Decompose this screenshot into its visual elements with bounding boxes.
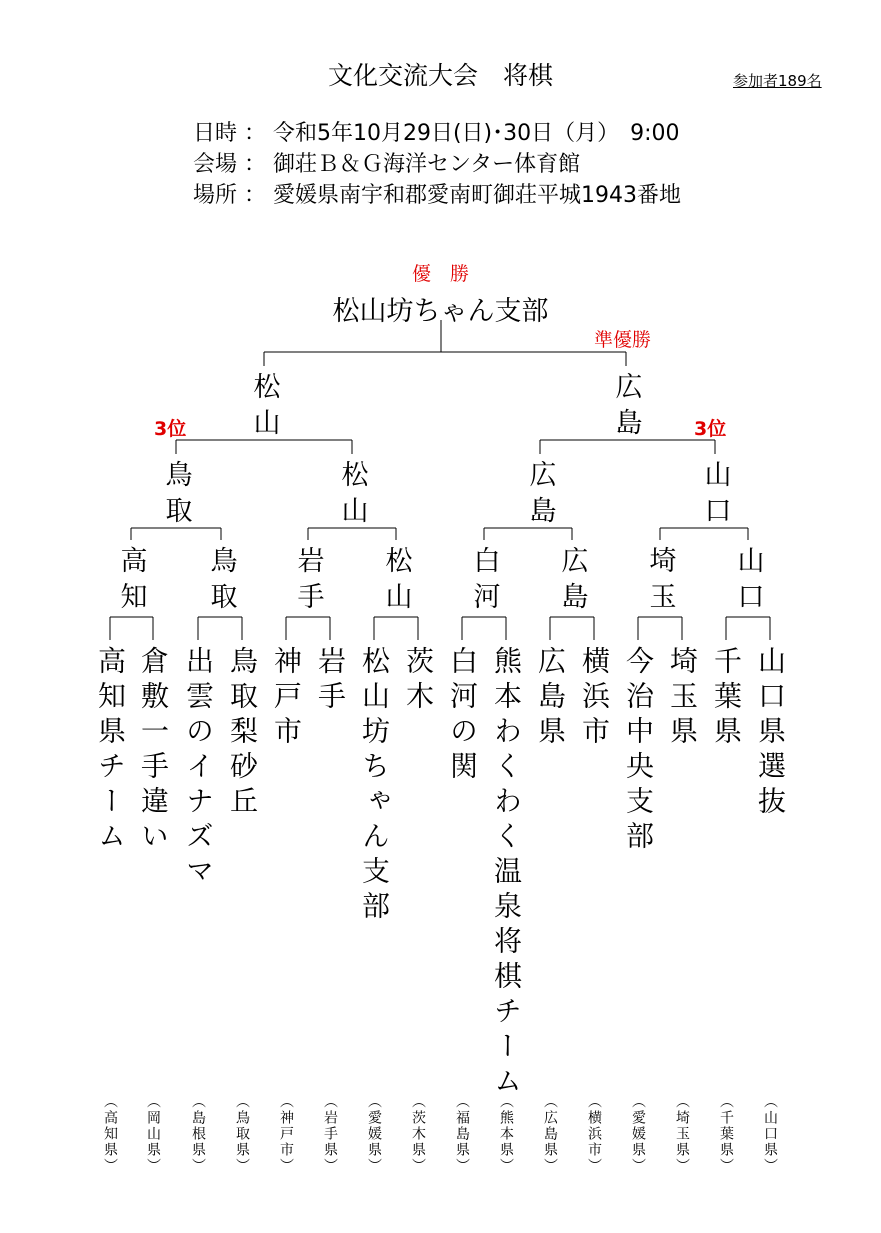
team-8-prefecture: （茨木県） (410, 1094, 426, 1174)
team-14-prefecture: （埼玉県） (674, 1094, 690, 1174)
team-3: 出雲のイナズマ (182, 646, 215, 891)
team-4: 鳥取梨砂丘 (226, 646, 259, 821)
team-2: 倉敷一手違い (137, 646, 170, 856)
info-venue: 会場 ： 御荘Ｂ＆Ｇ海洋センター体育館 (193, 152, 581, 177)
team-5: 神戸市 (270, 646, 303, 751)
team-14: 埼玉県 (666, 646, 699, 751)
team-8: 茨木 (402, 646, 435, 716)
team-15-prefecture: （千葉県） (718, 1094, 734, 1174)
team-10-prefecture: （熊本県） (498, 1094, 514, 1174)
team-9-prefecture: （福島県） (454, 1094, 470, 1174)
team-7: 松山坊ちゃん支部 (358, 646, 391, 926)
runner-up-label: 準優勝 (594, 329, 652, 351)
participant-count: 参加者189名 (733, 72, 822, 90)
champion-team: 松山坊ちゃん支部 (332, 296, 549, 327)
team-12-prefecture: （横浜市） (586, 1094, 602, 1174)
team-11-prefecture: （広島県） (542, 1094, 558, 1174)
info-address: 場所 ： 愛媛県南宇和郡愛南町御荘平城1943番地 (193, 183, 681, 208)
team-13-prefecture: （愛媛県） (630, 1094, 646, 1174)
semifinal-node-4: 山口 (699, 460, 731, 532)
third-place-label-right: 3位 (694, 418, 727, 440)
semifinal-node-3: 広島 (524, 460, 556, 532)
team-5-prefecture: （神戸市） (278, 1094, 294, 1174)
semifinal-node-1: 鳥取 (160, 460, 192, 532)
team-13: 今治中央支部 (622, 646, 655, 856)
quarterfinal-node-1: 高知 (115, 546, 147, 618)
team-16-prefecture: （山口県） (762, 1094, 778, 1174)
team-1-prefecture: （高知県） (102, 1094, 118, 1174)
quarterfinal-node-2: 鳥取 (205, 546, 237, 618)
team-3-prefecture: （島根県） (190, 1094, 206, 1174)
team-4-prefecture: （鳥取県） (234, 1094, 250, 1174)
page-title: 文化交流大会 将棋 (327, 61, 553, 90)
team-11: 広島県 (534, 646, 567, 751)
quarterfinal-node-7: 埼玉 (644, 546, 676, 618)
team-10: 熊本わくわく温泉将棋チーム (490, 646, 523, 1101)
team-6: 岩手 (314, 646, 347, 716)
team-9: 白河の関 (446, 646, 479, 786)
team-1: 高知県チーム (94, 646, 127, 856)
final-node-1: 松山 (248, 372, 280, 444)
quarterfinal-node-3: 岩手 (292, 546, 324, 618)
team-16: 山口県選抜 (754, 646, 787, 821)
team-2-prefecture: （岡山県） (145, 1094, 161, 1174)
third-place-label-left: 3位 (154, 418, 187, 440)
team-6-prefecture: （岩手県） (322, 1094, 338, 1174)
team-7-prefecture: （愛媛県） (366, 1094, 382, 1174)
quarterfinal-node-5: 白河 (468, 546, 500, 618)
quarterfinal-node-6: 広島 (556, 546, 588, 618)
semifinal-node-2: 松山 (336, 460, 368, 532)
winner-label: 優 勝 (411, 263, 469, 285)
team-12: 横浜市 (578, 646, 611, 751)
final-node-2: 広島 (610, 372, 642, 444)
quarterfinal-node-4: 松山 (380, 546, 412, 618)
info-datetime: 日時 ： 令和5年10月29日(日)･30日（月） 9:00 (193, 121, 680, 146)
quarterfinal-node-8: 山口 (732, 546, 764, 618)
team-15: 千葉県 (710, 646, 743, 751)
